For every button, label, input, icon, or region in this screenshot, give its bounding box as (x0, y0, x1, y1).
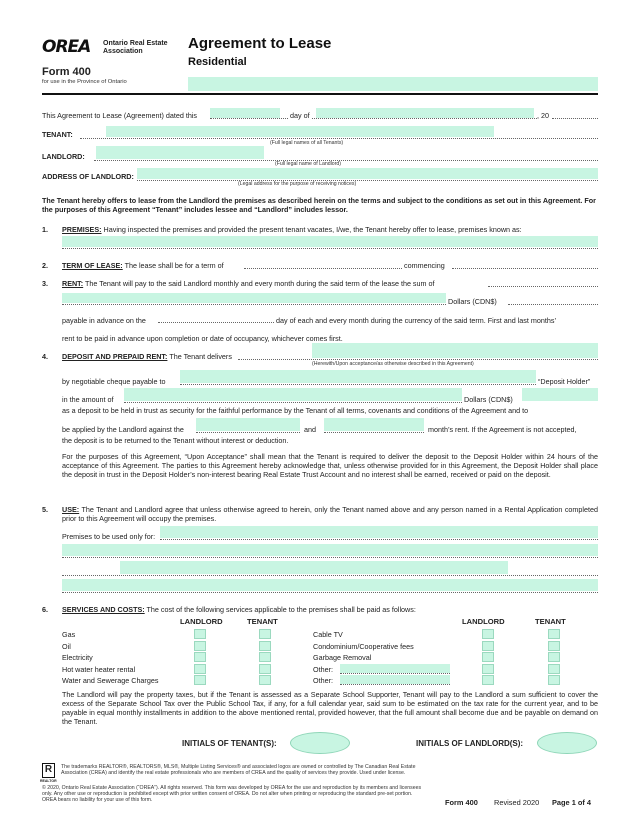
realtor-logo-mark: R (44, 764, 53, 775)
month-dots (312, 118, 537, 119)
s1-heading: PREMISES: (62, 225, 102, 234)
landlord-checkbox[interactable] (482, 652, 494, 662)
use-field-4[interactable] (62, 579, 598, 591)
rent-dollars-label: Dollars (CDN$) (448, 297, 497, 306)
orea-logo-mark: OREA (42, 37, 91, 57)
applied-label: be applied by the Landlord against the (62, 425, 184, 434)
s6-heading: SERVICES AND COSTS: (62, 605, 145, 614)
tenant-checkbox[interactable] (259, 664, 271, 674)
payable-dots (158, 322, 274, 323)
other-field[interactable] (340, 664, 450, 673)
s6-num: 6. (42, 605, 48, 614)
footer-page: Page 1 of 4 (552, 798, 592, 807)
rent-words-dots (62, 304, 446, 305)
trademark-text: The trademarks REALTOR®, REALTORS®, MLS®, Multiple Listing Services® and associated logos are owned or controlled by The Canadian Real Estate Association (CREA) and identify the real estate professionals who are members of CREA and the quality of services they provide. Used under license. (61, 764, 416, 777)
s3-line (62, 279, 435, 288)
copyright-text: © 2020, Ontario Real Estate Association (“OREA”). All rights reserved. This form was developed by OREA for the use and reproduction by its members and licensees only. Any other use or reproduction is prohibited except with prior written consent of OREA. Do not alter when printing or reproducing the standard pre-set portion. OREA bears no liability for your use of this form. (42, 785, 422, 804)
use-dots-2 (62, 557, 598, 558)
rent-sum-dots (488, 286, 598, 287)
use-field-2[interactable] (62, 544, 598, 556)
premises-used-label: Premises to be used only for: (62, 532, 156, 541)
service-label: Condominium/Cooperative fees (313, 641, 414, 651)
as-deposit-text: as a deposit to be held in trust as security for the faithful performance by the Tenant of all terms, covenants and conditions of the Agreement and to (62, 406, 529, 415)
delivers-field[interactable] (312, 343, 598, 358)
form-scope: for use in the Province of Ontario (42, 79, 127, 85)
s6-text: The cost of the following services applicable to the premises shall be paid as follows: (146, 605, 416, 614)
other-dots (340, 673, 450, 674)
returned-text: the deposit is to be returned to the Tenant without interest or deduction. (62, 436, 289, 445)
tenant-label: TENANT: (42, 130, 73, 139)
herewith-hint: (Herewith/Upon acceptance/as otherwise described in this Agreement) (312, 361, 474, 367)
footer-revised: Revised 2020 (494, 798, 540, 807)
s5-num: 5. (42, 505, 48, 514)
s6-line (62, 605, 416, 614)
s3-num: 3. (42, 279, 48, 288)
day-of-label: day of (290, 111, 310, 120)
s2-line (62, 261, 224, 270)
landlord-checkbox[interactable] (482, 664, 494, 674)
use-field-1[interactable] (160, 526, 598, 538)
use-field-3[interactable] (120, 561, 508, 574)
col-tenant-left: TENANT (247, 617, 278, 626)
rent-cdn-dots (508, 304, 598, 305)
year-dots (552, 118, 598, 119)
and-label: and (304, 425, 316, 434)
rent-paid-text: rent to be paid in advance upon completion or date of occupancy, whichever comes first. (62, 334, 343, 343)
tenant-checkbox[interactable] (259, 641, 271, 651)
realtor-logo (42, 763, 55, 778)
tenant-checkbox[interactable] (548, 652, 560, 662)
col-landlord-right: LANDLORD (462, 617, 505, 626)
s3-text: The Tenant will pay to the said Landlord monthly and every month during the said term of the lease the sum of (85, 279, 435, 288)
upon-acceptance-para: For the purposes of this Agreement, “Upon Acceptance” shall mean that the Tenant is required to deliver the deposit to the Deposit Holder within 24 hours of the acceptance of this Agreement. The parties to this Agreement hereby acknowledge that, unless otherwise provided for in this Agreement, the Deposit Holder shall place the deposit in trust in the Deposit Holder’s non-interest bearing Real Estate Trust Account and no interest shall be earned, received or paid on the deposit. (62, 452, 598, 479)
s5-heading: USE: (62, 505, 80, 514)
service-label: Water and Sewerage Charges (62, 676, 159, 686)
service-label: Other: (313, 676, 333, 686)
tenant-checkbox[interactable] (259, 629, 271, 639)
dated-month-field[interactable] (316, 108, 534, 118)
landlord-checkbox[interactable] (482, 629, 494, 639)
applied-field-1[interactable] (196, 418, 300, 431)
amount-label: in the amount of (62, 395, 114, 404)
premises-field[interactable] (62, 236, 598, 247)
amount-dollars-label: Dollars (CDN$) (464, 395, 513, 404)
s4-num: 4. (42, 352, 48, 361)
landlord-checkbox[interactable] (194, 629, 206, 639)
service-label: Other: (313, 664, 333, 674)
service-label: Electricity (62, 653, 93, 663)
tenant-checkbox[interactable] (548, 664, 560, 674)
cheque-dots (180, 384, 536, 385)
cheque-field[interactable] (180, 370, 536, 383)
header-rule (42, 93, 598, 95)
initials-landlord-field[interactable] (537, 732, 597, 754)
footer-form-no: Form 400 (445, 798, 478, 807)
landlord-checkbox[interactable] (194, 652, 206, 662)
other-dots (340, 684, 450, 685)
form-header-field[interactable] (188, 77, 598, 91)
s1-num: 1. (42, 225, 48, 234)
s5-text-block (62, 505, 598, 523)
initials-landlord-label: INITIALS OF LANDLORD(S): (416, 739, 524, 748)
tenant-checkbox[interactable] (259, 652, 271, 662)
amount-words-field[interactable] (124, 388, 462, 401)
service-label: Oil (62, 641, 71, 651)
landlord-checkbox[interactable] (194, 641, 206, 651)
landlord-field[interactable] (96, 146, 264, 159)
page-subtitle: Residential (188, 56, 247, 68)
service-label: Garbage Removal (313, 653, 372, 663)
s2-num: 2. (42, 261, 48, 270)
address-label: ADDRESS OF LANDLORD: (42, 172, 134, 181)
landlord-hint: (Full legal name of Landlord) (275, 161, 342, 167)
service-label: Cable TV (313, 630, 343, 639)
year-prefix: , 20 (537, 111, 549, 120)
s4-line (62, 352, 232, 361)
dated-day-field[interactable] (210, 108, 280, 118)
dated-dots (210, 118, 288, 119)
payable-label: payable in advance on the (62, 316, 146, 325)
offer-text: The Tenant hereby offers to lease from the Landlord the premises as described herein on the terms and subject to the conditions as set out in this Agreement. For the purposes of this Agreement “Tenant” includes lessee and “Landlord” includes lessor. (42, 196, 596, 214)
s1-text: Having inspected the premises and provided the present tenant vacates, I/we, the Tenant hereby offer to lease, premises known as: (103, 225, 522, 234)
commencing-dots (452, 268, 598, 269)
amount-dots (124, 402, 462, 403)
use-dots-3 (62, 575, 598, 576)
payable-rest: day of each and every month during the currency of the said term. First and last months’ (276, 316, 557, 325)
applied-field-2[interactable] (324, 418, 424, 431)
initials-tenant-label: INITIALS OF TENANT(S): (182, 739, 277, 748)
landlord-dots (94, 160, 598, 161)
landlord-checkbox[interactable] (194, 675, 206, 685)
use-dots-4 (62, 592, 598, 593)
form-number: Form 400 (42, 66, 91, 78)
service-label: Gas (62, 630, 76, 639)
tenant-checkbox[interactable] (548, 629, 560, 639)
address-hint: (Legal address for the purpose of receiving notices) (238, 181, 357, 187)
landlord-checkbox[interactable] (482, 641, 494, 651)
other-field[interactable] (340, 675, 450, 684)
page-title: Agreement to Lease (188, 35, 332, 52)
s2-text: The lease shall be for a term of (124, 261, 224, 270)
applied-dots-1 (196, 432, 300, 433)
rent-words-field[interactable] (62, 293, 446, 303)
applied-dots-2 (324, 432, 424, 433)
cheque-label: by negotiable cheque payable to (62, 377, 166, 386)
amount-cdn-field[interactable] (522, 388, 598, 401)
term-dots (244, 268, 402, 269)
s4-delivers: The Tenant delivers (169, 352, 232, 361)
s1-line (62, 225, 598, 234)
col-landlord-left: LANDLORD (180, 617, 223, 626)
commencing-label: commencing (404, 261, 445, 270)
orea-org-name: Ontario Real Estate Association (103, 40, 168, 55)
landlord-checkbox[interactable] (194, 664, 206, 674)
deposit-holder: “Deposit Holder” (538, 377, 591, 386)
s2-heading: TERM OF LEASE: (62, 261, 123, 270)
dated-label: This Agreement to Lease (Agreement) dated this (42, 111, 198, 120)
orea-logo (42, 38, 102, 56)
initials-tenant-field[interactable] (290, 732, 350, 754)
use-dots-1 (160, 539, 598, 540)
tenant-dots (80, 138, 598, 139)
service-label: Hot water heater rental (62, 664, 136, 674)
s4-heading: DEPOSIT AND PREPAID RENT: (62, 352, 168, 361)
tenant-checkbox[interactable] (548, 641, 560, 651)
tenant-checkbox[interactable] (548, 675, 560, 685)
delivers-dots (238, 359, 598, 360)
address-dots (137, 180, 598, 181)
property-tax-para: The Landlord will pay the property taxes, but if the Tenant is assessed as a Separate School Supporter, Tenant will pay to the Landlord a sum sufficient to cover the excess of the Separate School Tax over the Public School Tax, if any, for a full calendar year, said sum to be estimated on the tax rate for the current year, and to be payable in equal monthly installments in addition to the above mentioned rental, provided however, that the full amount shall become due and be payable on demand on the Tenant. (62, 690, 598, 726)
landlord-label: LANDLORD: (42, 152, 85, 161)
landlord-checkbox[interactable] (482, 675, 494, 685)
tenant-hint: (Full legal names of all Tenants) (270, 140, 344, 146)
tenant-checkbox[interactable] (259, 675, 271, 685)
premises-dots (62, 248, 598, 249)
tenant-field[interactable] (106, 126, 494, 137)
s5-text: The Tenant and Landlord agree that unless otherwise agreed to herein, only the Tenant named above and any person named in a Rental Application completed prior to this Agreement will occupy the premises. (62, 505, 598, 523)
address-field[interactable] (137, 168, 598, 179)
months-rent-text: month’s rent. If the Agreement is not accepted, (428, 425, 577, 434)
s3-heading: RENT: (62, 279, 84, 288)
col-tenant-right: TENANT (535, 617, 566, 626)
realtor-logo-caption: REALTOR (40, 779, 57, 783)
